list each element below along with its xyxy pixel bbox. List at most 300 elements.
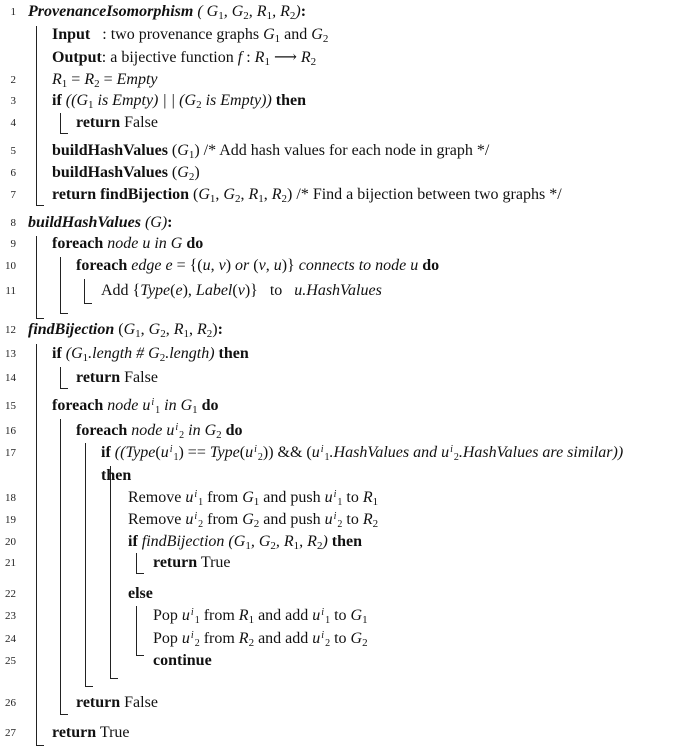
subscript: 2 — [234, 193, 241, 205]
variable-base: u — [324, 511, 333, 528]
keyword: : — [167, 214, 173, 231]
keyword: : — [300, 3, 307, 20]
superscript: i — [333, 511, 337, 522]
subscript: 1 — [198, 497, 204, 508]
line-number: 13 — [5, 348, 16, 360]
subscript: 1 — [325, 615, 331, 626]
code-text: .HashValues and — [329, 444, 442, 461]
code-text: , R — [272, 3, 290, 20]
keyword: do — [182, 235, 204, 252]
code-text: from — [203, 511, 243, 528]
code-text: ) — [225, 257, 232, 274]
subscript: 2 — [316, 540, 323, 552]
code-text: G — [242, 489, 254, 506]
subscript: 2 — [325, 638, 331, 649]
code-text: from — [203, 489, 243, 506]
code-text: v — [237, 282, 245, 299]
subscript: 1 — [188, 149, 195, 161]
code-text: = — [99, 71, 117, 88]
code-text: is Empty) | | (G — [93, 92, 197, 109]
node-variable — [325, 511, 343, 528]
code-line — [52, 234, 203, 254]
line-number: 1 — [10, 6, 16, 18]
superscript: i — [320, 444, 324, 455]
block-indent-bar — [110, 466, 118, 679]
code-text: findBijection (G — [137, 533, 246, 550]
code-line — [28, 2, 306, 22]
subscript: 2 — [248, 637, 255, 649]
code-text: R — [362, 489, 373, 506]
keyword: findBijection — [28, 321, 115, 338]
code-line — [153, 606, 368, 626]
code-text: to — [330, 630, 351, 647]
code-text: Remove — [128, 511, 186, 528]
code-text: = {( — [172, 257, 203, 274]
block-indent-bar — [60, 419, 68, 715]
keyword: do — [418, 257, 440, 274]
block-indent-bar — [85, 443, 93, 687]
code-text: node — [103, 397, 143, 414]
keyword: if — [52, 92, 62, 109]
code-text: .length # G — [88, 345, 160, 362]
keyword: then — [214, 345, 249, 362]
code-text: from — [199, 607, 239, 624]
code-text: , — [165, 321, 174, 338]
variable-base: u — [185, 489, 194, 506]
keyword: buildHashValues — [52, 164, 168, 181]
code-text: R — [238, 630, 249, 647]
block-indent-bar — [136, 606, 144, 656]
subscript: 1 — [337, 497, 343, 508]
keyword: return — [76, 694, 121, 711]
code-text: ( — [155, 444, 161, 461]
line-number: 18 — [5, 492, 16, 504]
superscript: i — [321, 630, 325, 641]
variable-base: u — [181, 607, 190, 624]
subscript: 1 — [248, 614, 255, 626]
code-text: ( — [239, 444, 246, 461]
node-variable — [312, 444, 330, 461]
code-text: ), — [182, 282, 196, 299]
code-text: v — [258, 257, 266, 274]
code-text: in G — [184, 422, 217, 439]
code-text: )} to — [244, 282, 295, 299]
code-text: Empty — [116, 71, 158, 88]
code-text: ) — [295, 3, 301, 20]
line-number: 21 — [5, 557, 16, 569]
code-text: ( — [170, 282, 176, 299]
code-text: G — [263, 26, 275, 43]
variable-base: u — [311, 444, 320, 461]
keyword: return — [52, 724, 97, 741]
subscript: 2 — [243, 10, 249, 22]
code-text: Pop — [153, 630, 182, 647]
block-indent-bar — [136, 553, 144, 574]
code-line — [28, 213, 172, 233]
code-line — [101, 443, 623, 463]
code-line — [52, 185, 562, 205]
subscript: 2 — [194, 638, 200, 649]
keyword: return — [76, 369, 121, 386]
code-text: u — [202, 257, 211, 274]
keyword: if — [52, 345, 62, 362]
code-text: ) — [194, 164, 200, 181]
superscript: i — [450, 444, 453, 455]
line-number: 6 — [10, 167, 16, 179]
block-indent-bar — [36, 26, 44, 206]
code-text: node u in G — [103, 235, 183, 252]
line-number: 17 — [5, 447, 16, 459]
code-text: ( — [189, 186, 199, 203]
code-text: Label — [195, 282, 233, 299]
code-line — [128, 488, 378, 508]
keyword: ProvenanceIsomorphism — [28, 3, 194, 20]
keyword: if — [128, 533, 138, 550]
line-number: 23 — [5, 610, 16, 622]
code-line — [128, 510, 378, 530]
superscript: i — [169, 444, 173, 455]
code-line — [52, 141, 489, 161]
code-text: edge e — [127, 257, 173, 274]
subscript: 2 — [160, 328, 166, 340]
code-line — [52, 723, 130, 743]
code-text: to — [330, 607, 351, 624]
superscript: i — [254, 444, 257, 455]
node-variable — [312, 607, 330, 624]
code-text: R — [196, 321, 207, 338]
node-variable — [166, 422, 184, 439]
code-text: and — [280, 26, 312, 43]
code-text: ) — [322, 533, 328, 550]
subscript: 2 — [198, 519, 204, 530]
line-number: 27 — [5, 727, 16, 739]
code-text: (G) — [140, 214, 168, 231]
code-text: or — [231, 257, 254, 274]
subscript: 1 — [209, 193, 216, 205]
subscript: 2 — [206, 328, 213, 340]
code-text: )) — [262, 444, 274, 461]
node-variable — [142, 397, 160, 414]
code-text: , — [215, 186, 224, 203]
block-indent-bar — [36, 344, 44, 746]
code-text: G — [177, 164, 189, 181]
code-text: ((Type — [110, 444, 156, 461]
subscript: 2 — [253, 518, 260, 530]
code-text: v — [218, 257, 226, 274]
code-text: R — [238, 607, 249, 624]
keyword: if — [101, 444, 111, 461]
keyword: foreach — [76, 257, 128, 274]
line-number: 8 — [10, 217, 16, 229]
code-text: .length) — [165, 345, 215, 362]
code-text: G — [148, 321, 161, 338]
node-variable — [245, 444, 263, 461]
code-text: R — [300, 49, 311, 66]
block-indent-bar — [60, 113, 68, 134]
keyword: buildHashValues — [28, 214, 141, 231]
subscript: 2 — [289, 10, 296, 22]
line-number: 9 — [10, 238, 16, 250]
code-text: G — [242, 511, 254, 528]
line-number: 12 — [5, 324, 16, 336]
code-text: and add — [254, 630, 313, 647]
subscript: 1 — [253, 496, 260, 508]
subscript: 2 — [322, 33, 329, 45]
superscript: i — [190, 630, 194, 641]
code-text: and push — [259, 489, 325, 506]
code-text: = — [67, 71, 85, 88]
keyword: return — [153, 554, 198, 571]
code-text: G — [123, 321, 136, 338]
subscript: 1 — [362, 614, 368, 626]
subscript: 2 — [453, 452, 459, 463]
superscript: i — [321, 607, 325, 618]
code-line — [52, 344, 249, 364]
code-text: G — [350, 607, 363, 624]
subscript: 1 — [218, 10, 224, 22]
keyword: do — [221, 422, 243, 439]
variable-base: u — [312, 630, 321, 647]
code-text: : two provenance graphs — [90, 26, 264, 43]
code-line — [52, 70, 158, 90]
code-text: , — [265, 257, 274, 274]
superscript: i — [190, 607, 194, 618]
keyword: then — [271, 92, 306, 109]
keyword: return — [76, 114, 121, 131]
line-number: 5 — [10, 145, 16, 157]
subscript: 2 — [281, 193, 288, 205]
line-number: 22 — [5, 588, 16, 600]
subscript: 1 — [173, 452, 179, 463]
code-text: Add { — [101, 282, 141, 299]
code-text: u.HashValues — [294, 282, 382, 299]
subscript: 1 — [274, 33, 281, 45]
code-line — [52, 91, 306, 111]
variable-base: u — [185, 511, 194, 528]
code-text: ( G — [193, 3, 219, 20]
variable-base: u — [312, 607, 321, 624]
subscript: 2 — [362, 637, 368, 649]
subscript: 2 — [188, 171, 195, 183]
keyword: foreach — [76, 422, 128, 439]
code-text: Type — [209, 444, 240, 461]
subscript: 1 — [293, 540, 300, 552]
variable-base: u — [324, 489, 333, 506]
code-text: ) /* Find a bijection between two graphs */ — [287, 186, 562, 203]
code-line — [52, 48, 316, 68]
code-text: , — [210, 257, 219, 274]
line-number: 20 — [5, 536, 16, 548]
subscript: 1 — [135, 328, 141, 340]
code-text: in G — [160, 397, 193, 414]
code-line — [153, 553, 231, 573]
code-text: , — [140, 321, 149, 338]
code-text: e — [175, 282, 183, 299]
code-line — [76, 693, 158, 713]
line-number: 19 — [5, 514, 16, 526]
subscript: 1 — [266, 10, 273, 22]
code-text: && ( — [273, 444, 312, 461]
code-text: ) == — [178, 444, 210, 461]
subscript: 2 — [310, 56, 317, 68]
code-text: , G — [223, 3, 244, 20]
keyword: buildHashValues — [52, 142, 168, 159]
code-text: ( — [167, 164, 178, 181]
line-number: 15 — [5, 400, 16, 412]
code-text: and push — [259, 511, 325, 528]
keyword: Input — [52, 26, 91, 43]
code-text: , — [188, 321, 197, 338]
code-line — [76, 113, 158, 133]
code-text: , G — [250, 533, 271, 550]
subscript: 2 — [179, 430, 185, 441]
code-text: ( — [114, 321, 124, 338]
subscript: 1 — [264, 56, 270, 68]
code-text: ((G — [61, 92, 88, 109]
variable-base: u — [142, 397, 151, 414]
line-number: 25 — [5, 655, 16, 667]
code-text: Type — [140, 282, 171, 299]
node-variable — [182, 607, 200, 624]
keyword: : — [217, 321, 223, 338]
code-text: R — [173, 321, 184, 338]
code-text: from — [199, 630, 239, 647]
line-number: 14 — [5, 372, 16, 384]
subscript: 2 — [257, 452, 263, 463]
code-line — [28, 320, 223, 340]
code-text: False — [120, 114, 158, 131]
line-number: 16 — [5, 425, 16, 437]
code-text: ) — [212, 321, 218, 338]
code-text: , R — [248, 3, 267, 20]
subscript: 1 — [88, 99, 94, 111]
code-text: G — [198, 186, 210, 203]
keyword: return findBijection — [52, 186, 190, 203]
code-text: ) /* Add hash values for each node in graph */ — [194, 142, 490, 159]
variable-base: u — [245, 444, 254, 461]
code-line — [52, 396, 219, 416]
node-variable — [312, 630, 330, 647]
subscript: 1 — [183, 328, 189, 340]
code-text: Remove — [128, 489, 186, 506]
variable-base: u — [181, 630, 190, 647]
block-indent-bar — [36, 236, 44, 319]
keyword: Output — [52, 49, 102, 66]
code-text: Pop — [153, 607, 182, 624]
code-text: f — [237, 49, 243, 66]
superscript: i — [194, 489, 198, 500]
code-line — [128, 532, 362, 552]
subscript: 1 — [372, 496, 379, 508]
subscript: 1 — [258, 193, 264, 205]
code-text: connects to node u — [294, 257, 419, 274]
code-line — [52, 25, 328, 45]
keyword: do — [197, 397, 219, 414]
code-text: and add — [254, 607, 313, 624]
variable-base: u — [441, 444, 450, 461]
code-text: u — [273, 257, 282, 274]
keyword: continue — [153, 652, 212, 669]
superscript: i — [151, 397, 155, 408]
subscript: 1 — [155, 405, 161, 416]
line-number: 3 — [10, 95, 16, 107]
code-line — [153, 629, 368, 649]
keyword: then — [101, 467, 132, 484]
code-text: R — [84, 71, 95, 88]
subscript: 2 — [196, 99, 202, 111]
line-number: 11 — [5, 285, 16, 297]
code-text: G — [311, 26, 323, 43]
node-variable — [185, 489, 203, 506]
subscript: 1 — [82, 352, 89, 364]
code-line — [153, 651, 212, 671]
line-number: 26 — [5, 697, 16, 709]
code-line — [52, 163, 200, 183]
variable-base: u — [160, 444, 169, 461]
code-text: R — [52, 71, 62, 88]
code-text: , — [240, 186, 249, 203]
node-variable — [441, 444, 459, 461]
line-number: 2 — [10, 74, 16, 86]
code-text: R — [271, 186, 282, 203]
node-variable — [161, 444, 179, 461]
code-text: : a bijective function — [101, 49, 238, 66]
subscript: 2 — [216, 429, 222, 441]
block-indent-bar — [60, 367, 68, 389]
subscript: 2 — [372, 518, 379, 530]
code-text: , R — [275, 533, 294, 550]
superscript: i — [333, 489, 337, 500]
code-text: ( — [253, 257, 259, 274]
keyword: then — [327, 533, 362, 550]
subscript: 2 — [337, 519, 343, 530]
line-number: 10 — [5, 260, 16, 272]
subscript: 1 — [194, 615, 200, 626]
variable-base: u — [166, 422, 175, 439]
code-text: G — [177, 142, 189, 159]
code-line — [128, 584, 153, 604]
code-text: G — [223, 186, 235, 203]
node-variable — [325, 489, 343, 506]
code-text: ( — [167, 142, 178, 159]
line-number: 4 — [10, 117, 16, 129]
subscript: 2 — [94, 78, 100, 90]
subscript: 1 — [61, 78, 68, 90]
code-text: G — [350, 630, 363, 647]
code-text: True — [96, 724, 130, 741]
code-text: , R — [299, 533, 317, 550]
line-number: 24 — [5, 633, 16, 645]
keyword: else — [128, 585, 153, 602]
code-text: , — [263, 186, 272, 203]
code-text: True — [197, 554, 231, 571]
code-line — [76, 256, 439, 276]
superscript: i — [194, 511, 198, 522]
code-line — [76, 421, 243, 441]
code-text: R — [254, 49, 265, 66]
block-indent-bar — [60, 257, 68, 314]
subscript: 1 — [192, 404, 198, 416]
code-text: is Empty)) — [201, 92, 272, 109]
node-variable — [182, 630, 200, 647]
code-text: R — [362, 511, 373, 528]
code-text: : — [242, 49, 255, 66]
code-text: R — [248, 186, 259, 203]
code-text: to — [342, 489, 363, 506]
block-indent-bar — [84, 279, 92, 304]
keyword: foreach — [52, 235, 104, 252]
code-text: .HashValues are similar)) — [458, 444, 624, 461]
